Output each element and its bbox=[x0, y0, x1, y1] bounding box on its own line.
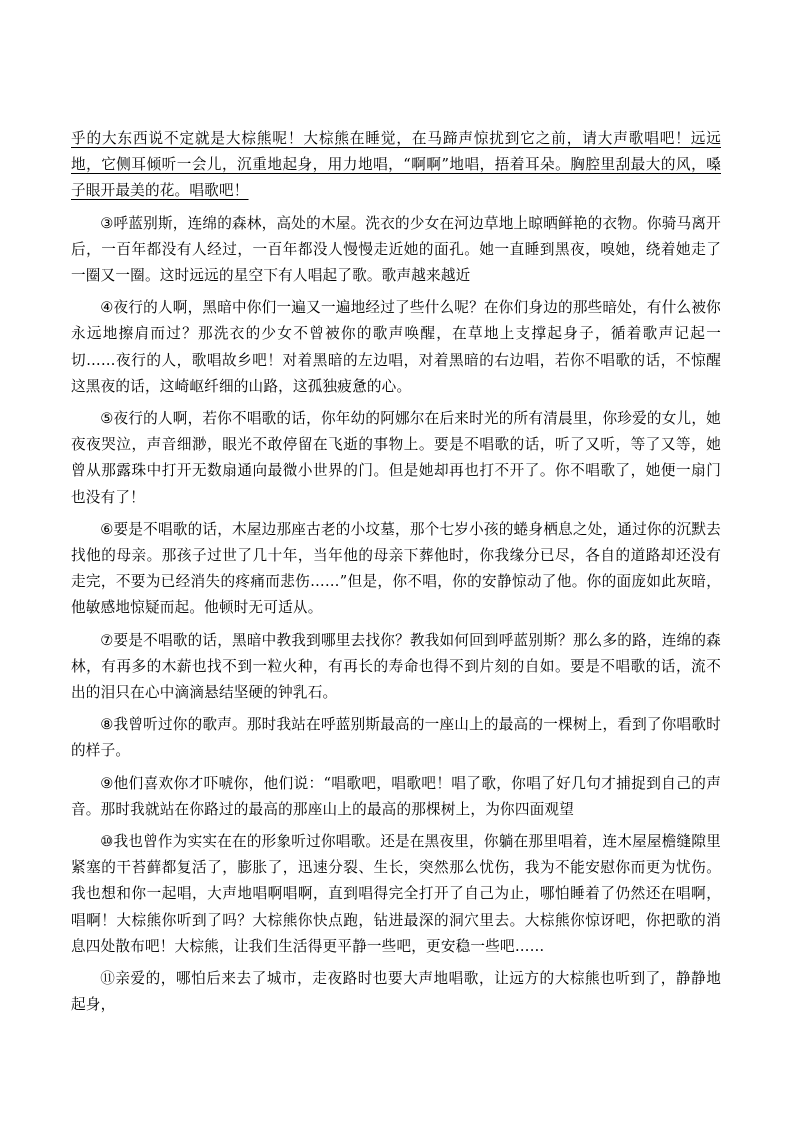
paragraph-text: 要是不唱歌的话，木屋边那座古老的小坟墓，那个七岁小孩的蜷身栖息之处，通过你的沉默去找他的母亲。那孩子过世了几十年，当年他的母亲下葬他时，你我缘分已尽，各自的道路却还没有走完，不要为已经消失的疼痛而悲伤……”但是，你不唱，你的安静惊动了他。你的面庞如此灰暗，他敏感地惊疑而起。他顿时无可适从。 bbox=[71, 520, 721, 617]
paragraph-number: ⑥ bbox=[100, 520, 114, 538]
paragraph-7 bbox=[71, 628, 721, 707]
paragraph-5 bbox=[71, 406, 721, 511]
paragraph-number: ⑨ bbox=[100, 774, 114, 792]
paragraph-number: ⑦ bbox=[100, 631, 114, 649]
paragraph-text: 我曾听过你的歌声。那时我站在呼蓝别斯最高的一座山上的最高的一棵树上，看到了你唱歌时的样子。 bbox=[71, 716, 721, 760]
paragraph-text: 我也曾作为实实在在的形象听过你唱歌。还是在黑夜里，你躺在那里唱着，连木屋屋檐缝隙里紧塞的干苔藓都复活了，膨胀了，迅速分裂、生长，突然那么忧伤，我为不能安慰你而更为忧伤。我也想和你一起唱，大声地唱啊唱啊，直到唱得完全打开了自己为止，哪怕睡着了仍然还在唱啊，唱啊！大棕熊你听到了吗？大棕熊你快点跑，钻进最深的洞穴里去。大棕熊你惊讶吧，你把歌的消息四处散布吧！大棕熊，让我们生活得更平静一些吧，更安稳一些吧…… bbox=[71, 833, 721, 955]
paragraph-text: 要是不唱歌的话，黑暗中教我到哪里去找你？教我如何回到呼蓝别斯？那么多的路，连绵的森林，有再多的木薪也找不到一粒火种，有再长的寿命也得不到片刻的自如。要是不唱歌的话，流不出的泪只在心中滴滴悬结坚硬的钟乳石。 bbox=[71, 631, 721, 702]
paragraph-text: 呼蓝别斯，连绵的森林，高处的木屋。洗衣的少女在河边草地上晾晒鲜艳的衣物。你骑马离开后，一百年都没有人经过，一百年都没人慢慢走近她的面孔。她一直睡到黑夜，嗅她，绕着她走了一圈又一圈。这时远远的星空下有人唱起了歌。歌声越来越近 bbox=[71, 214, 721, 285]
paragraph-number: ⑧ bbox=[100, 716, 114, 734]
paragraph-number: ⑩ bbox=[100, 833, 114, 851]
paragraph-text: 乎的大东西说不定就是大棕熊呢！大棕熊在睡觉，在马蹄声惊扰到它之前，请大声歌唱吧！远远地，它侧耳倾听一会儿，沉重地起身，用力地唱，“啊啊”地唱，捂着耳朵。胸腔里刮最大的风，嗓子眼开最美的花。唱歌吧！ bbox=[71, 130, 721, 200]
paragraph-text: 夜行的人啊，黑暗中你们一遍又一遍地经过了些什么呢？在你们身边的那些暗处，有什么被你永远地擦肩而过？那洗衣的少女不曾被你的歌声唤醒，在草地上支撑起身子，循着歌声记起一切……夜行的人，歌唱故乡吧！对着黑暗的左边唱，对着黑暗的右边唱，若你不唱歌的话，不惊醒这黑夜的话，这崎岖纤细的山路，这孤独疲惫的心。 bbox=[71, 299, 721, 395]
document-body bbox=[71, 126, 721, 1025]
paragraph-8 bbox=[71, 712, 721, 764]
paragraph-number: ⑪ bbox=[100, 970, 116, 988]
paragraph-6 bbox=[71, 517, 721, 622]
paragraph-number: ③ bbox=[100, 214, 114, 232]
paragraph-continuation bbox=[71, 126, 721, 205]
paragraph-4 bbox=[71, 295, 721, 400]
paragraph-text: 亲爱的，哪怕后来去了城市，走夜路时也要大声地唱歌，让远方的大棕熊也听到了，静静地起身， bbox=[71, 970, 721, 1014]
paragraph-text: 他们喜欢你才吓唬你，他们说：“唱歌吧，唱歌吧！唱了歌，你唱了好几句才捕捉到自己的声音。那时我就站在你路过的最高的那座山上的最高的那棵树上，为你四面观望 bbox=[71, 774, 721, 818]
paragraph-text: 夜行的人啊，若你不唱歌的话，你年幼的阿娜尔在后来时光的所有清晨里，你珍爱的女儿，她夜夜哭泣，声音细渺，眼光不敢停留在飞逝的事物上。要是不唱歌的话，听了又听，等了又等，她曾从那露珠中打开无数扇通向最微小世界的门。但是她却再也打不开了。你不唱歌了，她便一扇门也没有了！ bbox=[71, 410, 721, 506]
paragraph-number: ④ bbox=[100, 299, 114, 317]
paragraph-11 bbox=[71, 966, 721, 1018]
paragraph-number: ⑤ bbox=[100, 410, 114, 428]
paragraph-10 bbox=[71, 829, 721, 960]
paragraph-3 bbox=[71, 211, 721, 290]
paragraph-9 bbox=[71, 771, 721, 823]
